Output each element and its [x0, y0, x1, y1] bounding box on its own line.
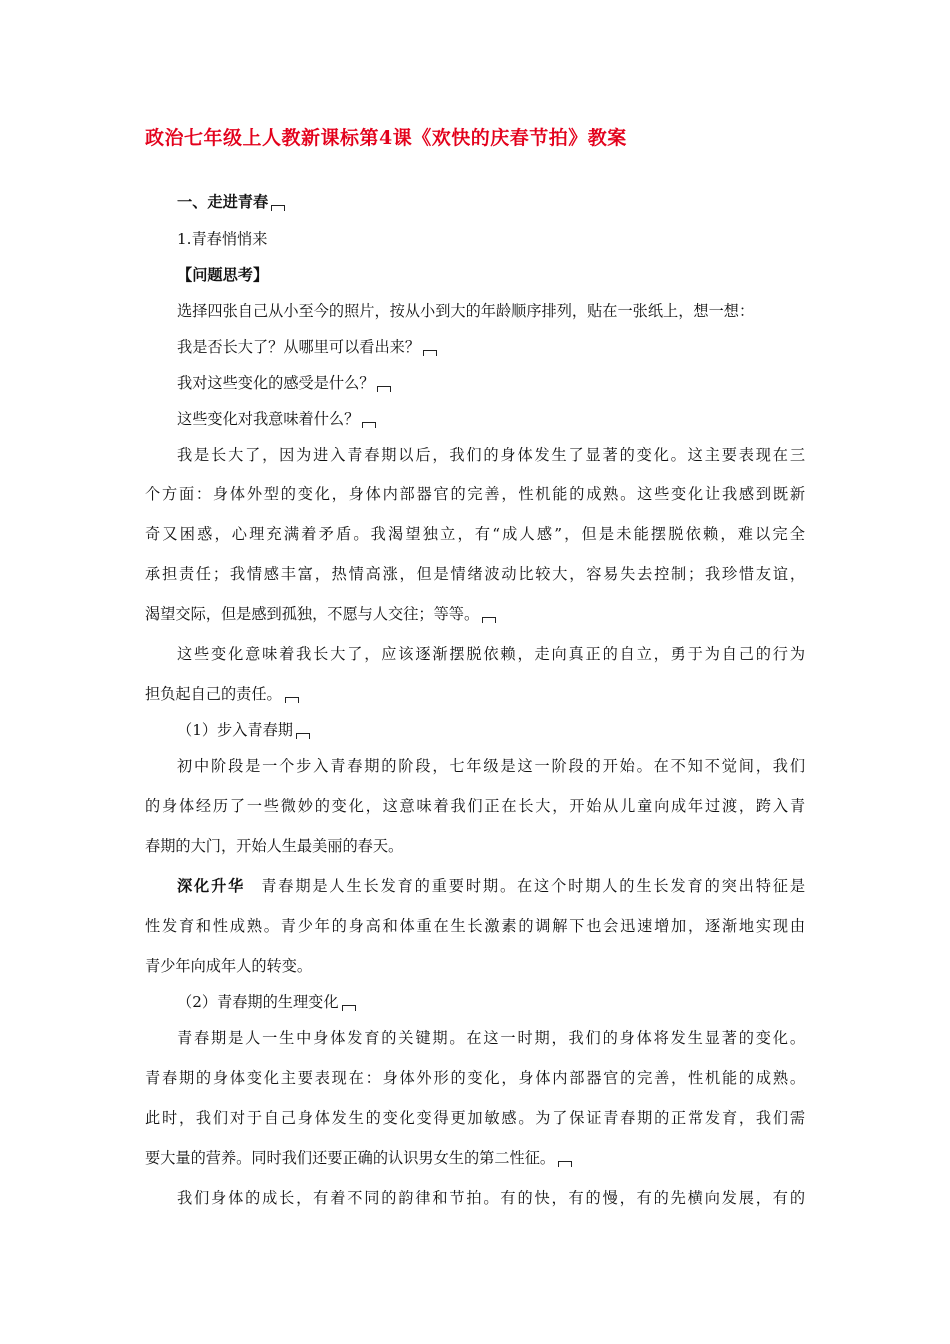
paragraph-line: 我是长大了，因为进入青春期以后，我们的身体发生了显著的变化。这主要表现在三 — [177, 446, 805, 464]
question-intro: 选择四张自己从小至今的照片，按从小到大的年龄顺序排列，贴在一张纸上，想一想： — [177, 302, 755, 320]
paragraph-line: 性发育和性成熟。青少年的身高和体重在生长激素的调解下也会迅速增加，逐渐地实现由 — [145, 917, 805, 935]
paragraph-line: 这些变化意味着我长大了，应该逐渐摆脱依赖，走向真正的自立，勇于为自己的行为 — [177, 645, 805, 663]
paragraph-line: 担负起自己的责任。 — [145, 684, 805, 704]
paragraph-line: 的身体经历了一些微妙的变化，这意味着我们正在长大，开始从儿童向成年过渡，跨入青 — [145, 797, 805, 815]
paragraph-line: 青春期的身体变化主要表现在：身体外形的变化，身体内部器官的完善，性机能的成熟。 — [145, 1069, 805, 1087]
question-1: 我是否长大了？从哪里可以看出来？ — [177, 337, 437, 357]
paragraph-line: 青春期是人一生中身体发育的关键期。在这一时期，我们的身体将发生显著的变化。 — [177, 1029, 805, 1047]
subsection-heading: 1.青春悄悄来 — [177, 230, 268, 248]
item-heading: （1）步入青春期 — [177, 720, 310, 740]
paragraph-line: 初中阶段是一个步入青春期的阶段，七年级是这一阶段的开始。在不知不觉间，我们 — [177, 757, 805, 775]
section-heading: 一、走进青春 — [177, 192, 285, 212]
paragraph-mark-icon — [362, 422, 376, 428]
paragraph-line: 渴望交际，但是感到孤独，不愿与人交往；等等。 — [145, 604, 805, 624]
paragraph-line: 青少年向成年人的转变。 — [145, 957, 313, 975]
paragraph-line: 个方面：身体外型的变化，身体内部器官的完善，性机能的成熟。这些变化让我感到既新 — [145, 485, 805, 503]
paragraph-mark-icon — [271, 205, 285, 211]
deepening-label: 深化升华 — [177, 877, 246, 895]
paragraph-line: 奇又困惑，心理充满着矛盾。我渴望独立，有“成人感”，但是未能摆脱依赖，难以完全 — [145, 525, 805, 543]
paragraph-mark-icon — [482, 617, 496, 623]
paragraph-mark-icon — [342, 1005, 356, 1011]
question-2: 我对这些变化的感受是什么？ — [177, 373, 391, 393]
deepening-paragraph-line: 深化升华 青春期是人生长发育的重要时期。在这个时期人的生长发育的突出特征是 — [177, 877, 806, 895]
paragraph-mark-icon — [285, 697, 299, 703]
paragraph-line: 此时，我们对于自己身体发生的变化变得更加敏感。为了保证青春期的正常发育，我们需 — [145, 1109, 805, 1127]
paragraph-mark-icon — [423, 350, 437, 356]
paragraph-mark-icon — [558, 1161, 572, 1167]
paragraph-mark-icon — [296, 733, 310, 739]
question-3: 这些变化对我意味着什么？ — [177, 409, 376, 429]
item-heading: （2）青春期的生理变化 — [177, 992, 356, 1012]
paragraph-line: 春期的大门，开始人生最美丽的春天。 — [145, 837, 404, 855]
paragraph-line: 要大量的营养。同时我们还要正确的认识男女生的第二性征。 — [145, 1148, 805, 1168]
think-label: 【问题思考】 — [177, 266, 269, 284]
paragraph-line: 我们身体的成长，有着不同的韵律和节拍。有的快，有的慢，有的先横向发展，有的 — [177, 1189, 805, 1207]
paragraph-mark-icon — [377, 386, 391, 392]
paragraph-line: 承担责任；我情感丰富，热情高涨，但是情绪波动比较大，容易失去控制；我珍惜友谊， — [145, 565, 805, 583]
document-title: 政治七年级上人教新课标第4课《欢快的庆春节拍》教案 — [145, 127, 627, 149]
